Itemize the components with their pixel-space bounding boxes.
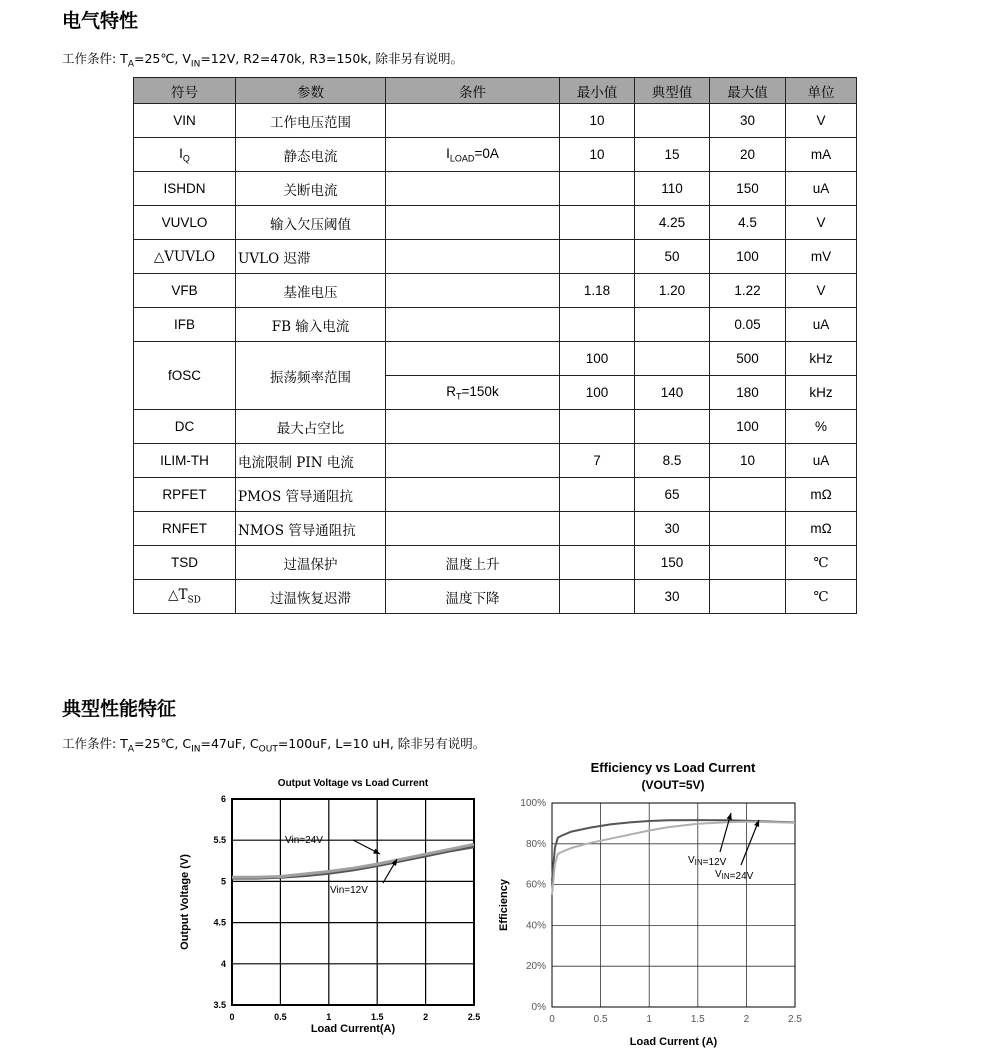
x-tick-label: 2.5 (788, 1014, 802, 1025)
table-row (134, 240, 857, 274)
cell-sym: RNFET (134, 512, 236, 546)
cell-unit: mΩ (786, 512, 857, 546)
table-row (134, 478, 857, 512)
cell-min: 100 (560, 342, 635, 376)
col-header: 符号 (134, 78, 236, 104)
table-row (134, 274, 857, 308)
cell-unit: kHz (786, 376, 857, 410)
cell-typ: 50 (635, 240, 710, 274)
cell-max: 100 (710, 240, 786, 274)
cell-unit: % (786, 410, 857, 444)
chart-title: Efficiency vs Load Current (590, 760, 756, 775)
x-axis-label: Load Current(A) (310, 1023, 396, 1035)
cell-unit: mA (786, 138, 857, 172)
cell-cond (386, 444, 560, 478)
cell-max: 150 (710, 172, 786, 206)
series-annotation: Vin=24V (285, 835, 323, 846)
cell-min (560, 206, 635, 240)
cell-min (560, 546, 635, 580)
cell-param: 静态电流 (236, 138, 386, 172)
x-tick-label: 1.5 (370, 1012, 384, 1022)
cell-param: NMOS 管导通阻抗 (236, 512, 386, 546)
y-tick-label: 6 (220, 794, 226, 804)
cell-typ: 8.5 (635, 444, 710, 478)
electrical-spec-table (133, 77, 857, 614)
cell-cond (386, 410, 560, 444)
cell-min (560, 512, 635, 546)
cell-unit: kHz (786, 342, 857, 376)
cell-cond (386, 512, 560, 546)
cell-min: 100 (560, 376, 635, 410)
y-tick-label: 40% (525, 920, 546, 932)
y-tick-label: 4 (220, 958, 226, 969)
series-annotation: $V_{IN}=12V$ (688, 855, 727, 868)
cell-sym: $\triangle T_{SD}$ (134, 580, 236, 614)
cell-sym: △VUVLO (134, 240, 236, 274)
series-line (552, 822, 795, 895)
cell-unit: mΩ (786, 478, 857, 512)
cell-param: UVLO 迟滞 (236, 240, 386, 274)
cell-max: 10 (710, 444, 786, 478)
cell-max (710, 580, 786, 614)
series-line (552, 820, 795, 880)
cell-param: FB 输入电流 (236, 308, 386, 342)
cell-typ (635, 308, 710, 342)
cell-unit: V (786, 206, 857, 240)
series-annotation: $V_{IN}=24V$ (715, 869, 754, 882)
table-row (134, 410, 857, 444)
cell-param: 振荡频率范围 (236, 342, 386, 410)
cell-min (560, 478, 635, 512)
cell-min: 1.18 (560, 274, 635, 308)
cell-unit: ℃ (786, 546, 857, 580)
series-annotation: Vin=12V (330, 885, 368, 896)
cell-cond (386, 172, 560, 206)
cell-cond: 温度上升 (386, 546, 560, 580)
table-row (134, 342, 857, 376)
table-row (134, 308, 857, 342)
table-row (134, 546, 857, 580)
x-tick-label: 2 (743, 1014, 750, 1025)
chart-efficiency (495, 755, 820, 1058)
cell-typ: 1.20 (635, 274, 710, 308)
table-row (134, 206, 857, 240)
table-row (134, 138, 857, 172)
y-tick-label: 80% (525, 838, 546, 850)
cell-typ: 4.25 (635, 206, 710, 240)
cell-param: 最大占空比 (236, 410, 386, 444)
col-header: 条件 (386, 78, 560, 104)
table-header-row (134, 78, 857, 104)
cell-cond (386, 274, 560, 308)
cell-cond: $I_{LOAD}=0A$ (386, 138, 560, 172)
cell-max: 4.5 (710, 206, 786, 240)
annotation-arrow (741, 820, 759, 865)
chart-subtitle: (VOUT=5V) (641, 778, 705, 792)
cell-param: 过温保护 (236, 546, 386, 580)
cell-typ: 30 (635, 580, 710, 614)
cell-sym: ISHDN (134, 172, 236, 206)
cell-unit: uA (786, 444, 857, 478)
cell-max: 20 (710, 138, 786, 172)
y-axis-label: Efficiency (498, 879, 510, 931)
x-tick-label: 0 (549, 1014, 555, 1025)
cell-param: 输入欠压阈值 (236, 206, 386, 240)
cell-typ (635, 104, 710, 138)
cell-param: 工作电压范围 (236, 104, 386, 138)
cell-min: 10 (560, 104, 635, 138)
cell-cond (386, 206, 560, 240)
cell-cond (386, 478, 560, 512)
cell-sym: VFB (134, 274, 236, 308)
y-axis-label: Output Voltage (V) (179, 854, 191, 950)
cell-sym: TSD (134, 546, 236, 580)
cell-min (560, 172, 635, 206)
cell-unit: V (786, 104, 857, 138)
x-tick-label: 0.5 (274, 1012, 287, 1022)
y-tick-label: 60% (525, 879, 546, 891)
cell-unit: ℃ (786, 580, 857, 614)
cell-param: 过温恢复迟滞 (236, 580, 386, 614)
table-row (134, 172, 857, 206)
cell-max (710, 478, 786, 512)
cell-cond: 温度下降 (386, 580, 560, 614)
series-line (232, 844, 474, 877)
cell-sym: DC (134, 410, 236, 444)
cell-min (560, 410, 635, 444)
x-tick-label: 1 (326, 1012, 332, 1022)
y-tick-label: 20% (525, 961, 546, 973)
cell-typ: 15 (635, 138, 710, 172)
x-tick-label: 2 (423, 1012, 429, 1022)
cell-param: 关断电流 (236, 172, 386, 206)
col-header: 参数 (236, 78, 386, 104)
cell-sym: RPFET (134, 478, 236, 512)
table-row (134, 104, 857, 138)
table-row (134, 512, 857, 546)
section-title-electrical: 电气特性 (62, 10, 139, 32)
cell-unit: mV (786, 240, 857, 274)
col-header: 典型值 (635, 78, 710, 104)
col-header: 最小值 (560, 78, 635, 104)
cell-typ (635, 342, 710, 376)
operating-conditions-2: 工作条件: $T_A=25℃$, $C_{IN}=47uF$, $C_{OUT}=100uF$, L=10 uH, 除非另有说明。 (62, 736, 486, 755)
cell-sym: $I_Q$ (134, 138, 236, 172)
cell-min (560, 240, 635, 274)
cell-typ: 30 (635, 512, 710, 546)
cell-typ: 140 (635, 376, 710, 410)
table-row (134, 580, 857, 614)
cell-min (560, 308, 635, 342)
cell-typ: 150 (635, 546, 710, 580)
cell-max: 500 (710, 342, 786, 376)
cell-typ: 110 (635, 172, 710, 206)
operating-conditions-1: 工作条件: $T_A=25℃$, $V_{IN}=12V$, R2=470k, R3=150k, 除非另有说明。 (62, 51, 464, 70)
cell-cond (386, 308, 560, 342)
y-tick-label: 4.5 (213, 917, 226, 928)
arrow-head (727, 813, 732, 820)
cell-sym: fOSC (134, 342, 236, 410)
x-tick-label: 2.5 (467, 1012, 481, 1022)
x-tick-label: 1 (646, 1014, 652, 1025)
cell-max: 30 (710, 104, 786, 138)
cell-min (560, 580, 635, 614)
cell-max: 180 (710, 376, 786, 410)
cell-param: PMOS 管导通阻抗 (236, 478, 386, 512)
cell-max (710, 512, 786, 546)
cell-max: 0.05 (710, 308, 786, 342)
cell-max: 100 (710, 410, 786, 444)
y-tick-label: 3.5 (213, 1000, 226, 1010)
col-header: 单位 (786, 78, 857, 104)
y-tick-label: 100% (520, 798, 546, 809)
cell-unit: uA (786, 172, 857, 206)
plot-frame (232, 799, 474, 1005)
cell-min: 7 (560, 444, 635, 478)
cell-cond (386, 104, 560, 138)
cell-param: 基准电压 (236, 274, 386, 308)
cell-sym: VIN (134, 104, 236, 138)
cell-min: 10 (560, 138, 635, 172)
x-tick-label: 0 (229, 1012, 235, 1022)
cell-typ (635, 410, 710, 444)
cell-sym: ILIM-TH (134, 444, 236, 478)
x-axis-label: Load Current (A) (629, 1036, 718, 1048)
y-tick-label: 0% (531, 1002, 546, 1013)
y-tick-label: 5 (220, 876, 226, 887)
cell-sym: IFB (134, 308, 236, 342)
cell-unit: uA (786, 308, 857, 342)
table-row (134, 444, 857, 478)
chart-output-voltage (175, 768, 495, 1058)
x-tick-label: 1.5 (690, 1014, 705, 1025)
cell-typ: 65 (635, 478, 710, 512)
cell-unit: V (786, 274, 857, 308)
cell-max: 1.22 (710, 274, 786, 308)
section-title-performance: 典型性能特征 (62, 698, 177, 720)
x-tick-label: 0.5 (593, 1014, 608, 1025)
col-header: 最大值 (710, 78, 786, 104)
cell-max (710, 546, 786, 580)
cell-cond: $R_T=150k$ (386, 376, 560, 410)
cell-cond (386, 342, 560, 376)
plot-frame (552, 803, 795, 1007)
y-tick-label: 5.5 (213, 835, 226, 846)
chart-title: Output Voltage vs Load Current (277, 778, 429, 789)
cell-param: 电流限制 PIN 电流 (236, 444, 386, 478)
cell-sym: VUVLO (134, 206, 236, 240)
cell-cond (386, 240, 560, 274)
